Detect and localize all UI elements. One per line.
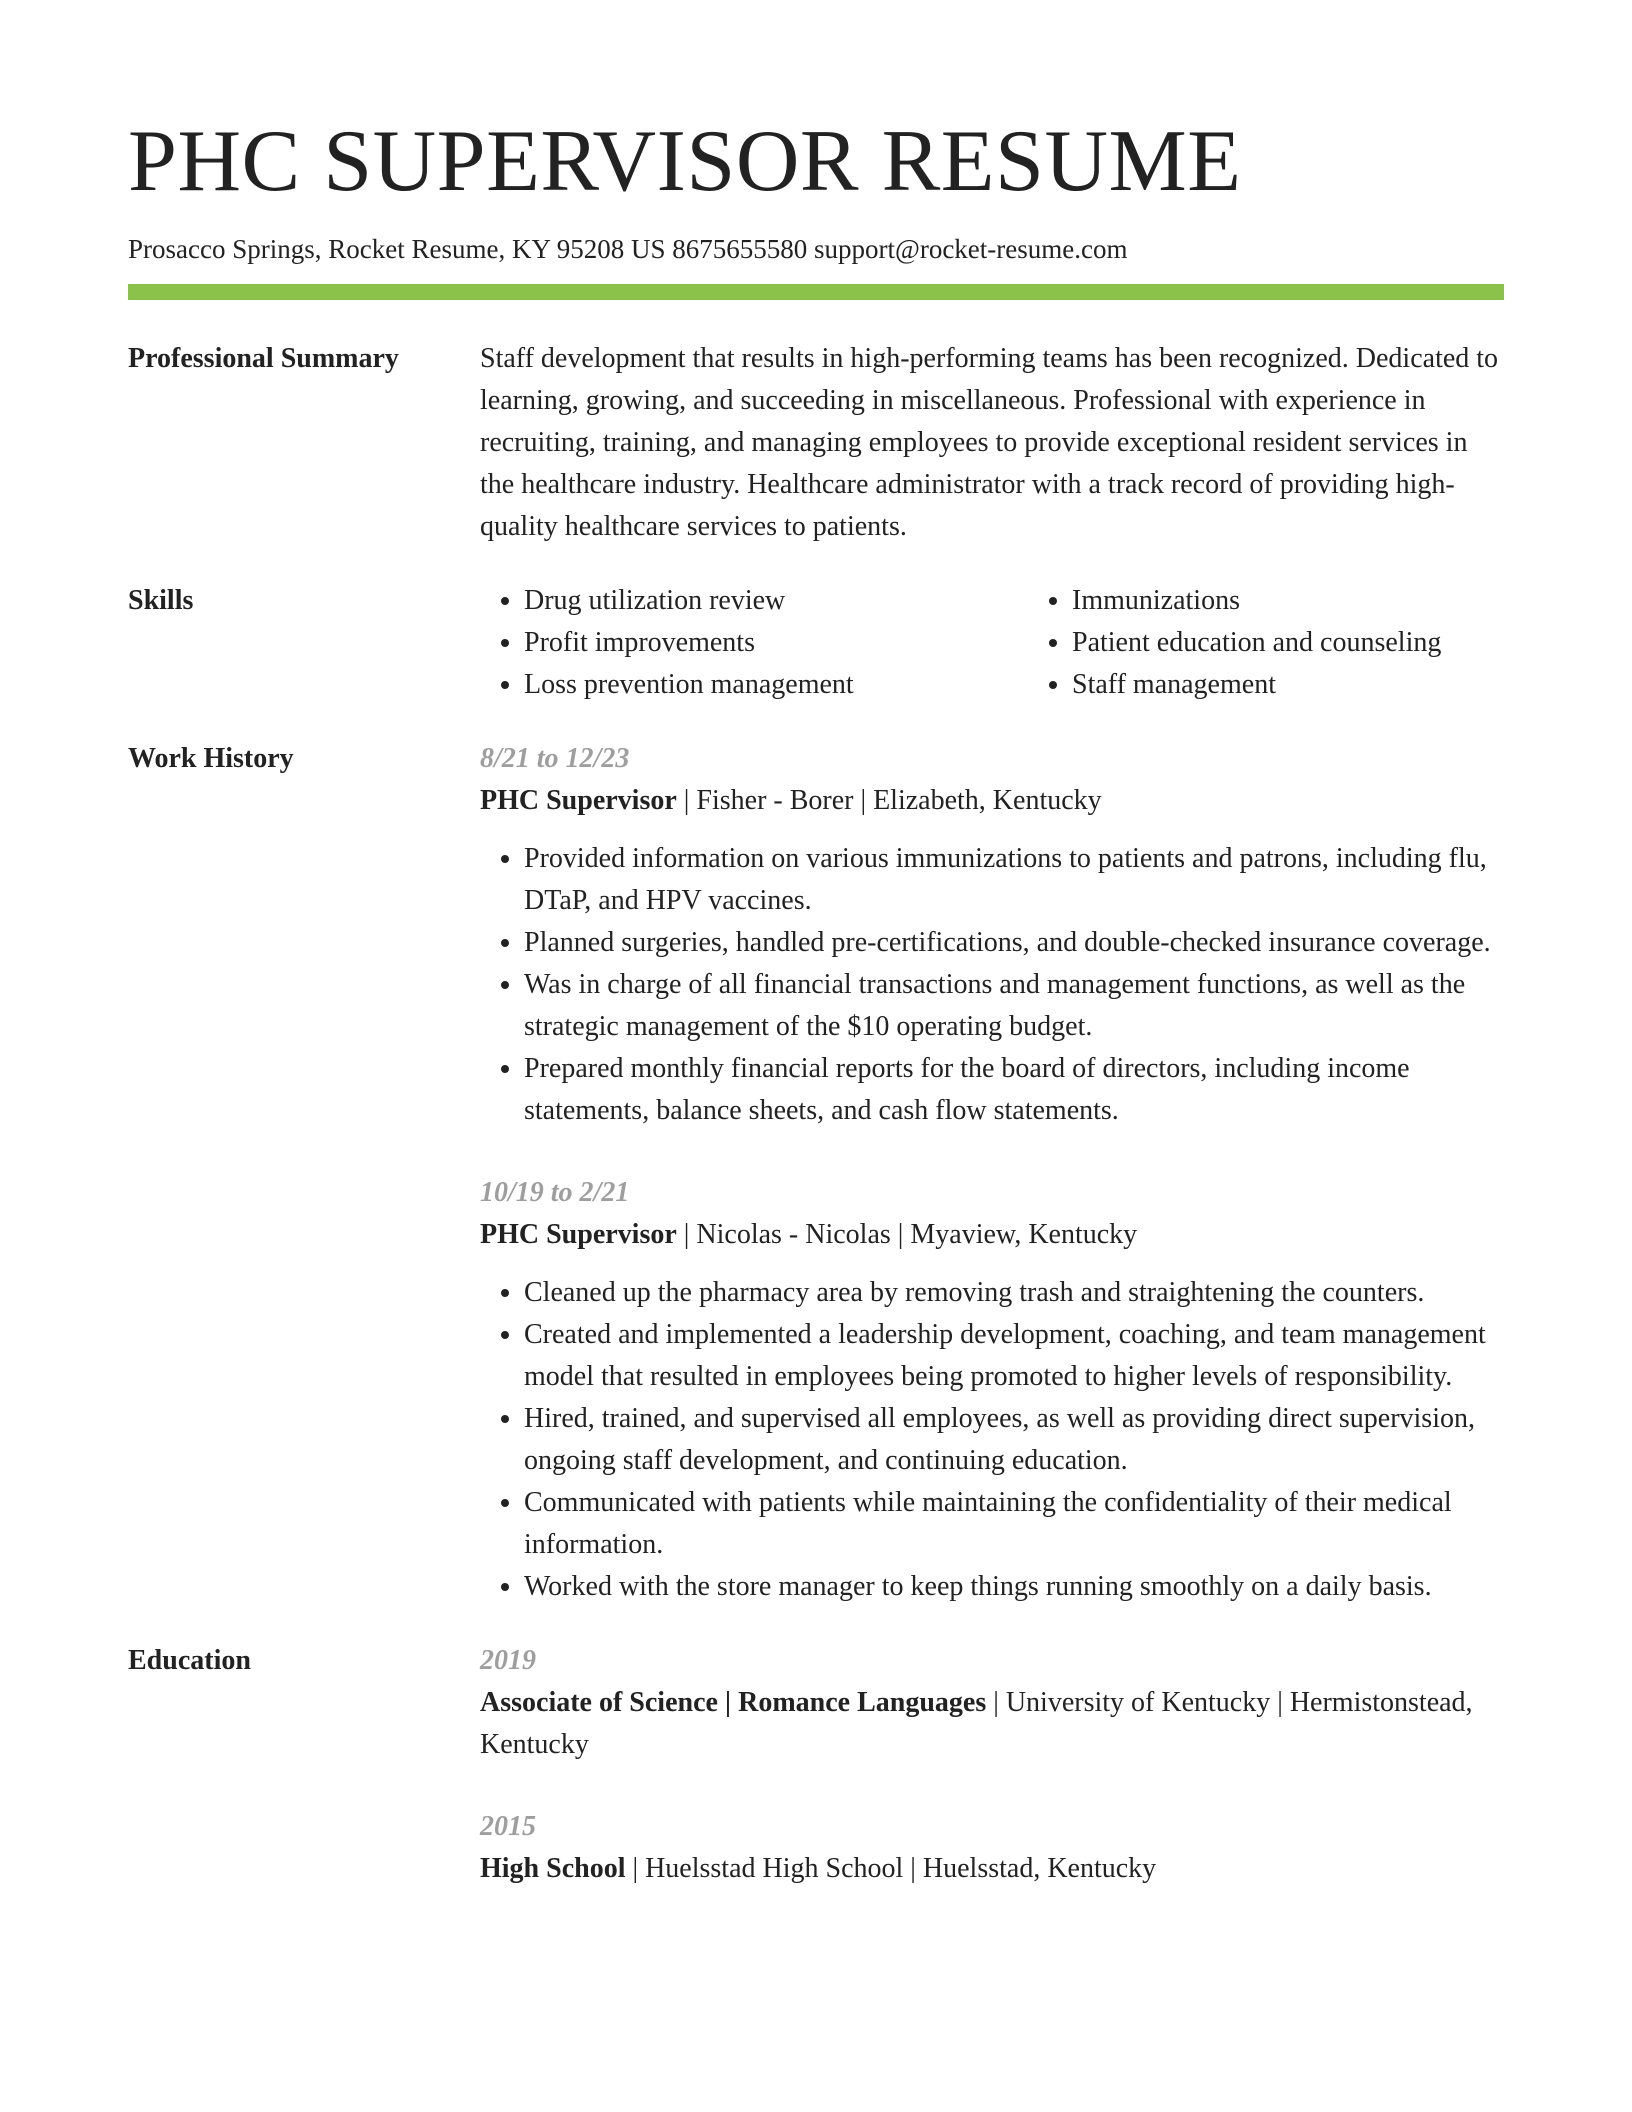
job-bullet: • Hired, trained, and supervised all employees, as well as providing direct supervision, ongoing staff development, and continuing education. xyxy=(524,1398,1504,1482)
job-details: | Nicolas - Nicolas | Myaview, Kentucky xyxy=(676,1219,1138,1251)
job-bullet: • Planned surgeries, handled pre-certifications, and double-checked insurance coverage. xyxy=(524,922,1504,964)
education-line xyxy=(480,1848,1504,1890)
job-bullets xyxy=(480,838,1504,1132)
job-title-line xyxy=(480,780,1504,822)
summary-text: Staff development that results in high-performing teams has been recognized. Dedicated to learning, growing, and succeeding in miscellaneous. Professional with experience in recruiting, training, and managing employees to provide exceptional resident services in the healthcare industry. Healthcare administrator with a track record of providing high-quality healthcare services to patients. xyxy=(480,343,1499,543)
contact-address: Prosacco Springs, Rocket Resume, KY 95208 US xyxy=(128,234,666,264)
education-details: | University of Kentucky | Hermistonstead, Kentucky xyxy=(480,1687,1473,1761)
education-degree: High School xyxy=(480,1853,626,1885)
job-dates: 8/21 to 12/23 xyxy=(480,743,630,775)
education-section xyxy=(128,1640,1504,1890)
job-dates: 10/19 to 2/21 xyxy=(480,1177,630,1209)
education-degree: Associate of Science | Romance Languages xyxy=(480,1687,987,1719)
skills-list-right xyxy=(1028,580,1576,706)
skill-item: • Profit improvements xyxy=(524,622,1028,664)
job-bullet: • Worked with the store manager to keep things running smoothly on a daily basis. xyxy=(524,1566,1504,1608)
job-bullet: • Prepared monthly financial reports for the board of directors, including income statements, balance sheets, and cash flow statements. xyxy=(524,1048,1504,1132)
skill-item: • Loss prevention management xyxy=(524,664,1028,706)
header-divider xyxy=(128,284,1504,300)
skill-item: • Immunizations xyxy=(1072,580,1576,622)
job-details: | Fisher - Borer | Elizabeth, Kentucky xyxy=(676,785,1102,817)
job-bullet: • Cleaned up the pharmacy area by removing trash and straightening the counters. xyxy=(524,1272,1504,1314)
skill-item: • Patient education and counseling xyxy=(1072,622,1576,664)
job-role: PHC Supervisor xyxy=(480,785,677,817)
summary-heading: Professional Summary xyxy=(128,343,399,375)
contact-phone: 8675655580 xyxy=(672,234,808,264)
work-body xyxy=(480,738,1504,1608)
education-year: 2015 xyxy=(480,1811,536,1843)
job-role: PHC Supervisor xyxy=(480,1219,677,1251)
resume-title: PHC SUPERVISOR RESUME xyxy=(128,113,1242,210)
skills-list-left xyxy=(480,580,1028,706)
work-section xyxy=(128,738,1504,1608)
skill-item: • Drug utilization review xyxy=(524,580,1028,622)
education-entry xyxy=(480,1806,1504,1890)
summary-body xyxy=(480,338,1504,548)
job-entry xyxy=(480,1172,1504,1608)
job-bullet: • Communicated with patients while maintaining the confidentiality of their medical information. xyxy=(524,1482,1504,1566)
skills-heading: Skills xyxy=(128,585,194,617)
education-body xyxy=(480,1640,1504,1890)
job-bullet: • Provided information on various immunizations to patients and patrons, including flu, DTaP, and HPV vaccines. xyxy=(524,838,1504,922)
education-details: | Huelsstad High School | Huelsstad, Kentucky xyxy=(625,1853,1157,1885)
skills-body xyxy=(480,580,1576,706)
job-bullet: • Was in charge of all financial transactions and management functions, as well as the strategic management of the $10 operating budget. xyxy=(524,964,1504,1048)
contact-line xyxy=(128,232,1504,267)
summary-section xyxy=(128,338,1504,548)
education-heading: Education xyxy=(128,1645,251,1677)
education-entry xyxy=(480,1640,1504,1766)
job-entry xyxy=(480,738,1504,1132)
job-bullet: • Created and implemented a leadership development, coaching, and team management model that resulted in employees being promoted to higher levels of responsibility. xyxy=(524,1314,1504,1398)
job-title-line xyxy=(480,1214,1504,1256)
education-year: 2019 xyxy=(480,1645,536,1677)
skill-item: • Staff management xyxy=(1072,664,1576,706)
job-bullets xyxy=(480,1272,1504,1608)
education-line xyxy=(480,1682,1504,1766)
contact-email: support@rocket-resume.com xyxy=(813,234,1128,264)
work-heading: Work History xyxy=(128,743,294,775)
skills-section xyxy=(128,580,1504,706)
